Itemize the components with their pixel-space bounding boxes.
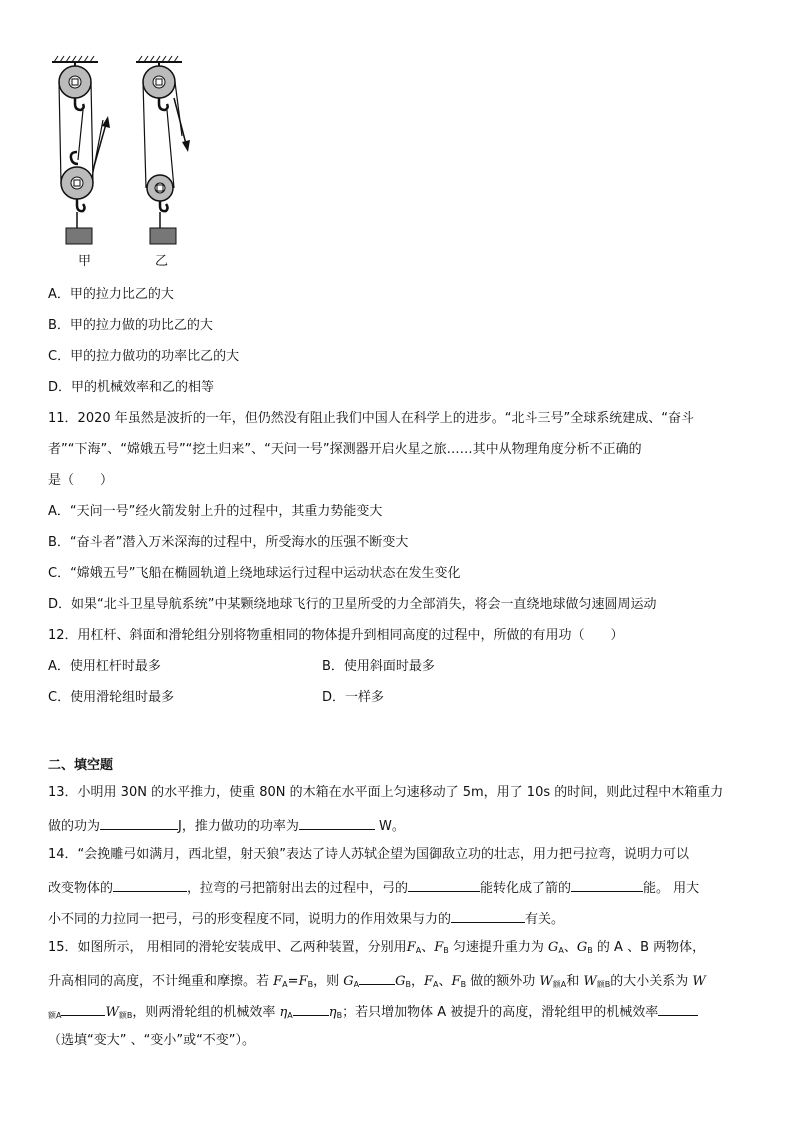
q10-option-d: D．甲的机械效率和乙的相等 xyxy=(48,380,215,395)
q15-line2 xyxy=(48,970,706,994)
q13-line2 xyxy=(48,815,405,836)
q15-sub: B xyxy=(405,980,411,989)
q10-option-b: B．甲的拉力做的功比乙的大 xyxy=(48,318,213,333)
q15-text-1c: 的 A 、B 两物体， xyxy=(592,940,706,955)
q15-blank-1[interactable] xyxy=(359,970,395,985)
q13-text-b: J，推力做功的功率为 xyxy=(178,819,299,834)
q13-line1: 13．小明用 30N 的水平推力，使重 80N 的木箱在水平面上匀速移动了 5m，用了 10s 的时间，则此过程中木箱重力 xyxy=(48,785,724,800)
q15-sub: A xyxy=(353,980,360,989)
q10-option-c: C．甲的拉力做功的功率比乙的大 xyxy=(48,349,240,364)
q14-text-f: 有关。 xyxy=(525,912,565,927)
q15-text-1b: 匀速提升重力为 xyxy=(448,940,549,955)
fixed-pulley-left xyxy=(59,62,91,110)
q15-sub: 额A xyxy=(48,1011,62,1020)
figure-label-left: 甲 xyxy=(78,254,92,269)
q15-text-2d: 做的额外功 xyxy=(466,974,540,989)
q15-var-G: G xyxy=(548,940,559,955)
q15-sub: A xyxy=(415,946,422,955)
q14-blank-4[interactable] xyxy=(451,908,525,923)
q15-sub: A xyxy=(282,980,288,989)
q15-var-G: G xyxy=(576,940,588,955)
q11-option-b: B．“奋斗者”潜入万米深海的过程中，所受海水的压强不断变大 xyxy=(48,535,409,550)
q15-var-W: W xyxy=(105,1005,119,1020)
q15-sub: B xyxy=(336,1011,343,1020)
q15-var-F: F xyxy=(434,940,444,955)
q14-text-d: 能。 用大 xyxy=(643,881,700,896)
weight-block-right xyxy=(150,228,176,244)
q14-blank-1[interactable] xyxy=(113,877,187,892)
q14-text-e: 小不同的力拉同一把弓，弓的形变程度不同，说明力的作用效果与力的 xyxy=(48,912,452,927)
q11-option-d: D．如果“北斗卫星导航系统”中某颗绕地球飞行的卫星所受的力全部消失，将会一直绕地球做匀速圆周运动 xyxy=(48,597,657,612)
q15-var-F: F xyxy=(406,940,416,955)
q15-line1 xyxy=(48,939,705,960)
pull-arrow-left xyxy=(93,116,110,170)
q15-text-3a: ，则两滑轮组的机械效率 xyxy=(132,1005,280,1020)
q14-text-c: 能转化成了箭的 xyxy=(480,881,572,896)
q15-sep: 、 xyxy=(438,974,452,989)
q15-var-eta: η xyxy=(328,1005,337,1020)
q15-text-2c: ， xyxy=(411,974,425,989)
q14-text-b: ，拉弯的弓把箭射出去的过程中，弓的 xyxy=(187,881,409,896)
q15-sub: 额A xyxy=(552,980,567,989)
ceiling-left xyxy=(52,56,98,62)
q14-text-a: 改变物体的 xyxy=(48,881,114,896)
q15-sub: B xyxy=(460,980,467,989)
pull-arrow-right xyxy=(174,98,190,152)
q11-stem-line1: 11．2020 年虽然是波折的一年，但仍然没有阻止我们中国人在科学上的进步。“北斗三号”全球系统建成、“奋斗 xyxy=(48,411,694,426)
q12-option-c: C．使用滑轮组时最多 xyxy=(48,690,175,705)
q15-var-W: W xyxy=(539,974,553,989)
q14-line1: 14．“会挽雕弓如满月，西北望，射天狼”表达了诗人苏轼企望为国御敌立功的壮志，用力把弓拉弯，说明力可以 xyxy=(48,847,690,862)
q15-eq: = xyxy=(287,974,299,989)
q15-line4: （选填“变大” 、“变小”或“不变”）。 xyxy=(48,1033,256,1048)
q15-var-eta: η xyxy=(279,1005,288,1020)
ceiling-right xyxy=(136,56,182,62)
q14-line3 xyxy=(48,908,564,929)
q15-var-F: F xyxy=(424,974,434,989)
section-title-fill-blank: 二、填空题 xyxy=(48,758,114,773)
q14-line2 xyxy=(48,877,699,898)
q12-option-a: A．使用杠杆时最多 xyxy=(48,659,161,674)
q15-text-1a: 15．如图所示， 用相同的滑轮安装成甲、乙两种装置，分别用 xyxy=(48,940,407,955)
pulley-figure xyxy=(40,40,240,290)
q15-blank-4[interactable] xyxy=(658,1001,698,1016)
q11-stem-line2: 者”“下海”、“嫦娥五号”“挖土归来”、“天问一号”探测器开启火星之旅……其中从物理角度分析不正确的 xyxy=(48,442,642,457)
q13-blank-1[interactable] xyxy=(100,815,178,830)
q15-he: 和 xyxy=(566,974,584,989)
q15-text-3b: ；若只增加物体 A 被提升的高度，滑轮组甲的机械效率 xyxy=(342,1005,659,1020)
q11-option-c: C．“嫦娥五号”飞船在椭圆轨道上绕地球运行过程中运动状态在发生变化 xyxy=(48,566,461,581)
q15-sub: A xyxy=(558,946,564,955)
q15-var-F: F xyxy=(451,974,461,989)
q15-text-2a: 升高相同的高度，不计绳重和摩擦。若 xyxy=(48,974,274,989)
q15-sub: B xyxy=(443,946,449,955)
q10-option-a: A．甲的拉力比乙的大 xyxy=(48,287,174,302)
weight-block-left xyxy=(66,228,92,244)
movable-pulley-right xyxy=(147,175,173,228)
q15-var-F: F xyxy=(273,974,283,989)
q15-blank-3[interactable] xyxy=(293,1001,329,1016)
q15-sep: 、 xyxy=(421,940,435,955)
q15-sub: 额B xyxy=(596,980,611,989)
q15-var-F: F xyxy=(298,974,308,989)
q15-blank-2[interactable] xyxy=(61,1001,105,1016)
q11-stem-line3: 是（ ） xyxy=(48,473,114,488)
q13-text-a: 做的功为 xyxy=(48,819,101,834)
q15-sub: A xyxy=(433,980,439,989)
q15-sep: 、 xyxy=(563,940,577,955)
movable-pulley-left xyxy=(61,152,93,228)
q15-sub: B xyxy=(587,946,593,955)
q13-text-c: W。 xyxy=(374,819,405,834)
figure-label-right: 乙 xyxy=(155,254,169,269)
q14-blank-2[interactable] xyxy=(408,877,480,892)
q15-var-G: G xyxy=(343,974,354,989)
q12-stem: 12．用杠杆、斜面和滑轮组分别将物重相同的物体提升到相同高度的过程中，所做的有用功（ ） xyxy=(48,628,624,643)
q15-var-G: G xyxy=(395,974,406,989)
q15-var-W: W xyxy=(583,974,597,989)
q15-line3 xyxy=(48,1001,698,1025)
q14-blank-3[interactable] xyxy=(571,877,643,892)
q11-option-a: A．“天问一号”经火箭发射上升的过程中，其重力势能变大 xyxy=(48,504,383,519)
q12-option-d: D．一样多 xyxy=(322,690,385,705)
q15-sub: B xyxy=(307,980,314,989)
q15-text-2e: 的大小关系为 xyxy=(610,974,693,989)
q15-sub: A xyxy=(287,1011,293,1020)
q12-option-b: B．使用斜面时最多 xyxy=(322,659,435,674)
q15-var-W: W xyxy=(692,974,706,989)
q13-blank-2[interactable] xyxy=(299,815,375,830)
q15-text-2b: ，则 xyxy=(313,974,344,989)
q15-sub: 额B xyxy=(118,1011,133,1020)
fixed-pulley-right xyxy=(143,62,175,110)
